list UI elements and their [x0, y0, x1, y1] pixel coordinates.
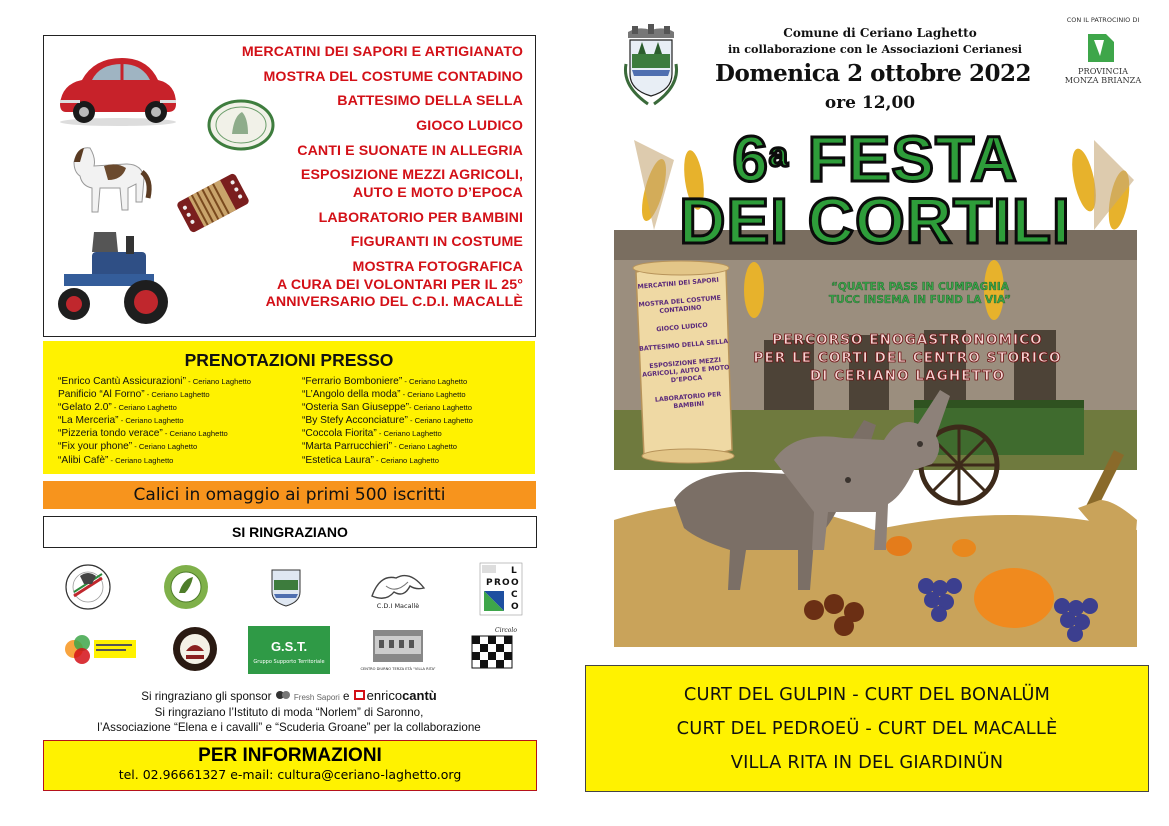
proloco-letter: R — [494, 578, 501, 588]
activity-item: BATTESIMO DELLA SELLA — [337, 93, 523, 110]
reservation-location: - Ceriano Laghetto — [376, 429, 442, 439]
reservation-item — [58, 427, 251, 440]
proloco-letter: O — [511, 578, 519, 588]
proloco-letter: O — [502, 578, 510, 588]
green-association-logo — [163, 563, 209, 611]
reservation-name: “Osteria San Giuseppe” — [302, 402, 410, 414]
sponsor-line-1: Si ringraziano gli sponsor Fresh Sapori e enricocantù — [141, 688, 437, 703]
activity-item: MOSTRA FOTOGRAFICA — [352, 259, 523, 275]
reservations-column-1 — [58, 375, 251, 467]
reservations-column-2 — [302, 375, 473, 467]
pony-image — [56, 132, 156, 224]
reservation-item — [302, 427, 473, 440]
reservation-item — [302, 454, 473, 467]
reservation-location: - Ceriano Laghetto — [392, 442, 458, 452]
activity-item: ANNIVERSARIO DEL C.D.I. MACALLÈ — [265, 294, 523, 310]
calici-banner: Calici in omaggio ai primi 500 iscritti — [43, 481, 536, 509]
sponsor-line-2: Si ringraziano l’Istituto di moda “Norlem” di Saronno, — [154, 706, 424, 719]
sponsor-text — [43, 688, 535, 735]
fresh-sapori-icon — [275, 689, 291, 701]
gst-name: G.S.T. — [270, 639, 308, 654]
fresh-sapori-label: Fresh Sapori — [293, 693, 340, 702]
reservation-location: - Ceriano Laghetto — [144, 390, 210, 400]
reservation-name: “Coccola Fiorita” — [302, 428, 377, 440]
reservation-item — [302, 440, 473, 453]
reservation-name: “Alibi Cafè” — [58, 454, 109, 466]
provincia-logo-icon — [1086, 30, 1116, 66]
festa-title: 6$^a$ FESTA DEI CORTILI — [679, 123, 1071, 257]
comune-name: Comune di Ceriano Laghetto — [783, 26, 977, 40]
scroll-item: LABORATORIO PER BAMBINI — [654, 390, 722, 411]
cdi-macalle-label: C.D.I Macallè — [376, 602, 420, 610]
reservation-location: - Ceriano Laghetto — [373, 455, 439, 465]
activity-item: ESPOSIZIONE MEZZI AGRICOLI, — [300, 167, 523, 184]
activity-item: FIGURANTI IN COSTUME — [350, 234, 523, 251]
comune-crest-icon — [618, 24, 684, 108]
scroll-item: BATTESIMO DELLA SELLA — [638, 338, 729, 353]
info-box — [43, 740, 537, 791]
scroll-activity-list — [630, 276, 738, 424]
reservations-title: PRENOTAZIONI PRESSO — [184, 350, 394, 370]
scroll-item: ESPOSIZIONE MEZZI AGRICOLI, AUTO E MOTO D’EPOCA — [641, 356, 730, 385]
reservation-location: - Ceriano Laghetto — [402, 377, 468, 386]
chess-circle-logo — [462, 624, 522, 680]
reservation-location: - Ceriano Laghetto — [118, 416, 184, 426]
reservation-name: “Pizzeria tondo verace” — [58, 428, 163, 440]
reservations-box — [43, 341, 535, 474]
colorful-association-logo — [60, 632, 140, 666]
court-line: CURT DEL GULPIN - CURT DEL BONALÜM — [683, 684, 1051, 705]
reservation-item — [302, 414, 473, 427]
reservation-item — [58, 401, 251, 414]
reservation-location: - Ceriano Laghetto — [185, 377, 251, 386]
tractor-image — [46, 222, 180, 330]
reservation-item — [302, 375, 473, 388]
percorso-text: PERCORSO ENOGASTRONOMICO PER LE CORTI DEL CENTRO STORICO DI CERIANO LAGHETTO — [753, 332, 1062, 384]
info-title: PER INFORMAZIONI — [198, 745, 382, 766]
activity-item: A CURA DEI VOLONTARI PER IL 25° — [276, 276, 523, 293]
patrocinio-label: CON IL PATROCINIO DI — [1066, 16, 1140, 24]
reservation-name: “Marta Parrucchieri” — [302, 441, 393, 453]
proloco-letter: C — [511, 590, 518, 600]
motto: “QUATER PASS IN CUMPAGNIA TUCC INSEMA IN FUND LA VIA” — [828, 281, 1012, 306]
reservation-item — [58, 414, 251, 427]
activity-item: CANTI E SUONATE IN ALLEGRIA — [297, 142, 523, 159]
gst-subtitle: Gruppo Supporto Territoriale — [253, 659, 325, 665]
activity-item: AUTO E MOTO D’EPOCA — [352, 184, 523, 201]
event-time: ore 12,00 — [824, 93, 916, 113]
centro-diurno-label: CENTRO DIURNO TERZA ETÀ “VILLA RITA” — [360, 667, 436, 671]
activity-item: MERCATINI DEI SAPORI E ARTIGIANATO — [241, 44, 523, 60]
reservation-item — [302, 401, 473, 414]
reservation-item — [58, 388, 251, 401]
sponsor-line-3: l’Associazione “Elena e i cavalli” e “Scuderia Groane” per la collaborazione — [97, 721, 481, 734]
enrico-cantu-icon — [353, 689, 367, 701]
carabinieri-association-logo — [64, 562, 112, 612]
scroll-item: GIOCO LUDICO — [656, 321, 708, 334]
chess-circle-label: Circolo — [495, 627, 517, 634]
reservation-location: - Ceriano Laghetto — [409, 403, 472, 413]
vintage-car-image — [52, 44, 182, 128]
reservation-name: “Enrico Cantù Assicurazioni” — [58, 376, 186, 387]
collaboration-line: in collaborazione con le Associazioni Cerianesi — [727, 42, 1023, 56]
reservation-item — [58, 454, 251, 467]
reservation-name: “Estetica Laura” — [302, 454, 374, 466]
reservation-item — [302, 388, 473, 401]
reservation-location: - Ceriano Laghetto — [162, 429, 228, 439]
proloco-letter: O — [511, 602, 519, 612]
reservation-item — [58, 440, 251, 453]
reservation-location: - Ceriano Laghetto — [400, 390, 466, 400]
activity-item: LABORATORIO PER BAMBINI — [318, 209, 523, 226]
reservation-name: Panificio “Al Forno” — [58, 389, 145, 401]
court-line: CURT DEL PEDROEÜ - CURT DEL MACALLÈ — [676, 718, 1058, 739]
reservation-name: “Ferrario Bomboniere” — [302, 376, 403, 387]
reservation-location: - Ceriano Laghetto — [108, 455, 174, 465]
comune-crest-logo — [268, 566, 304, 608]
event-date: Domenica 2 ottobre 2022 — [715, 60, 1031, 87]
reservation-name: “Fix your phone” — [58, 441, 133, 453]
centro-diurno-logo — [360, 626, 436, 678]
reservation-name: “La Merceria” — [58, 415, 119, 427]
proloco-letter: L — [511, 566, 517, 576]
round-badge-logo — [170, 625, 220, 673]
accordion-image — [174, 164, 252, 242]
courts-box — [585, 665, 1149, 792]
reservation-name: “L’Angolo della moda” — [302, 389, 401, 401]
court-line: VILLA RITA IN DEL GIARDINÜN — [730, 752, 1004, 773]
activity-item: GIOCO LUDICO — [416, 118, 523, 135]
gst-logo — [248, 626, 330, 674]
proloco-letter: P — [486, 578, 493, 588]
reservation-location: - Ceriano Laghetto — [407, 416, 473, 426]
proloco-logo — [478, 561, 524, 617]
reservation-name: “Gelato 2.0” — [58, 402, 112, 414]
scroll-item: MERCATINI DEI SAPORI — [637, 276, 720, 291]
reservation-location: - Ceriano Laghetto — [111, 403, 177, 413]
reservation-location: - Ceriano Laghetto — [132, 442, 198, 452]
reservation-name: “By Stefy Acconciature” — [302, 415, 408, 427]
provincia-label: PROVINCIA MONZA BRIANZA — [1064, 66, 1142, 85]
activities-list — [242, 44, 523, 319]
reservation-item — [58, 375, 251, 388]
activity-item: MOSTRA DEL COSTUME CONTADINO — [263, 68, 523, 85]
cdi-macalle-logo — [366, 566, 430, 610]
scroll-item: MOSTRA DEL COSTUME CONTADINO — [638, 294, 722, 315]
thanks-title: SI RINGRAZIANO — [43, 516, 537, 548]
info-contact: tel. 02.96661327 e-mail: cultura@ceriano-laghetto.org — [118, 767, 462, 782]
activities-box — [43, 35, 536, 337]
